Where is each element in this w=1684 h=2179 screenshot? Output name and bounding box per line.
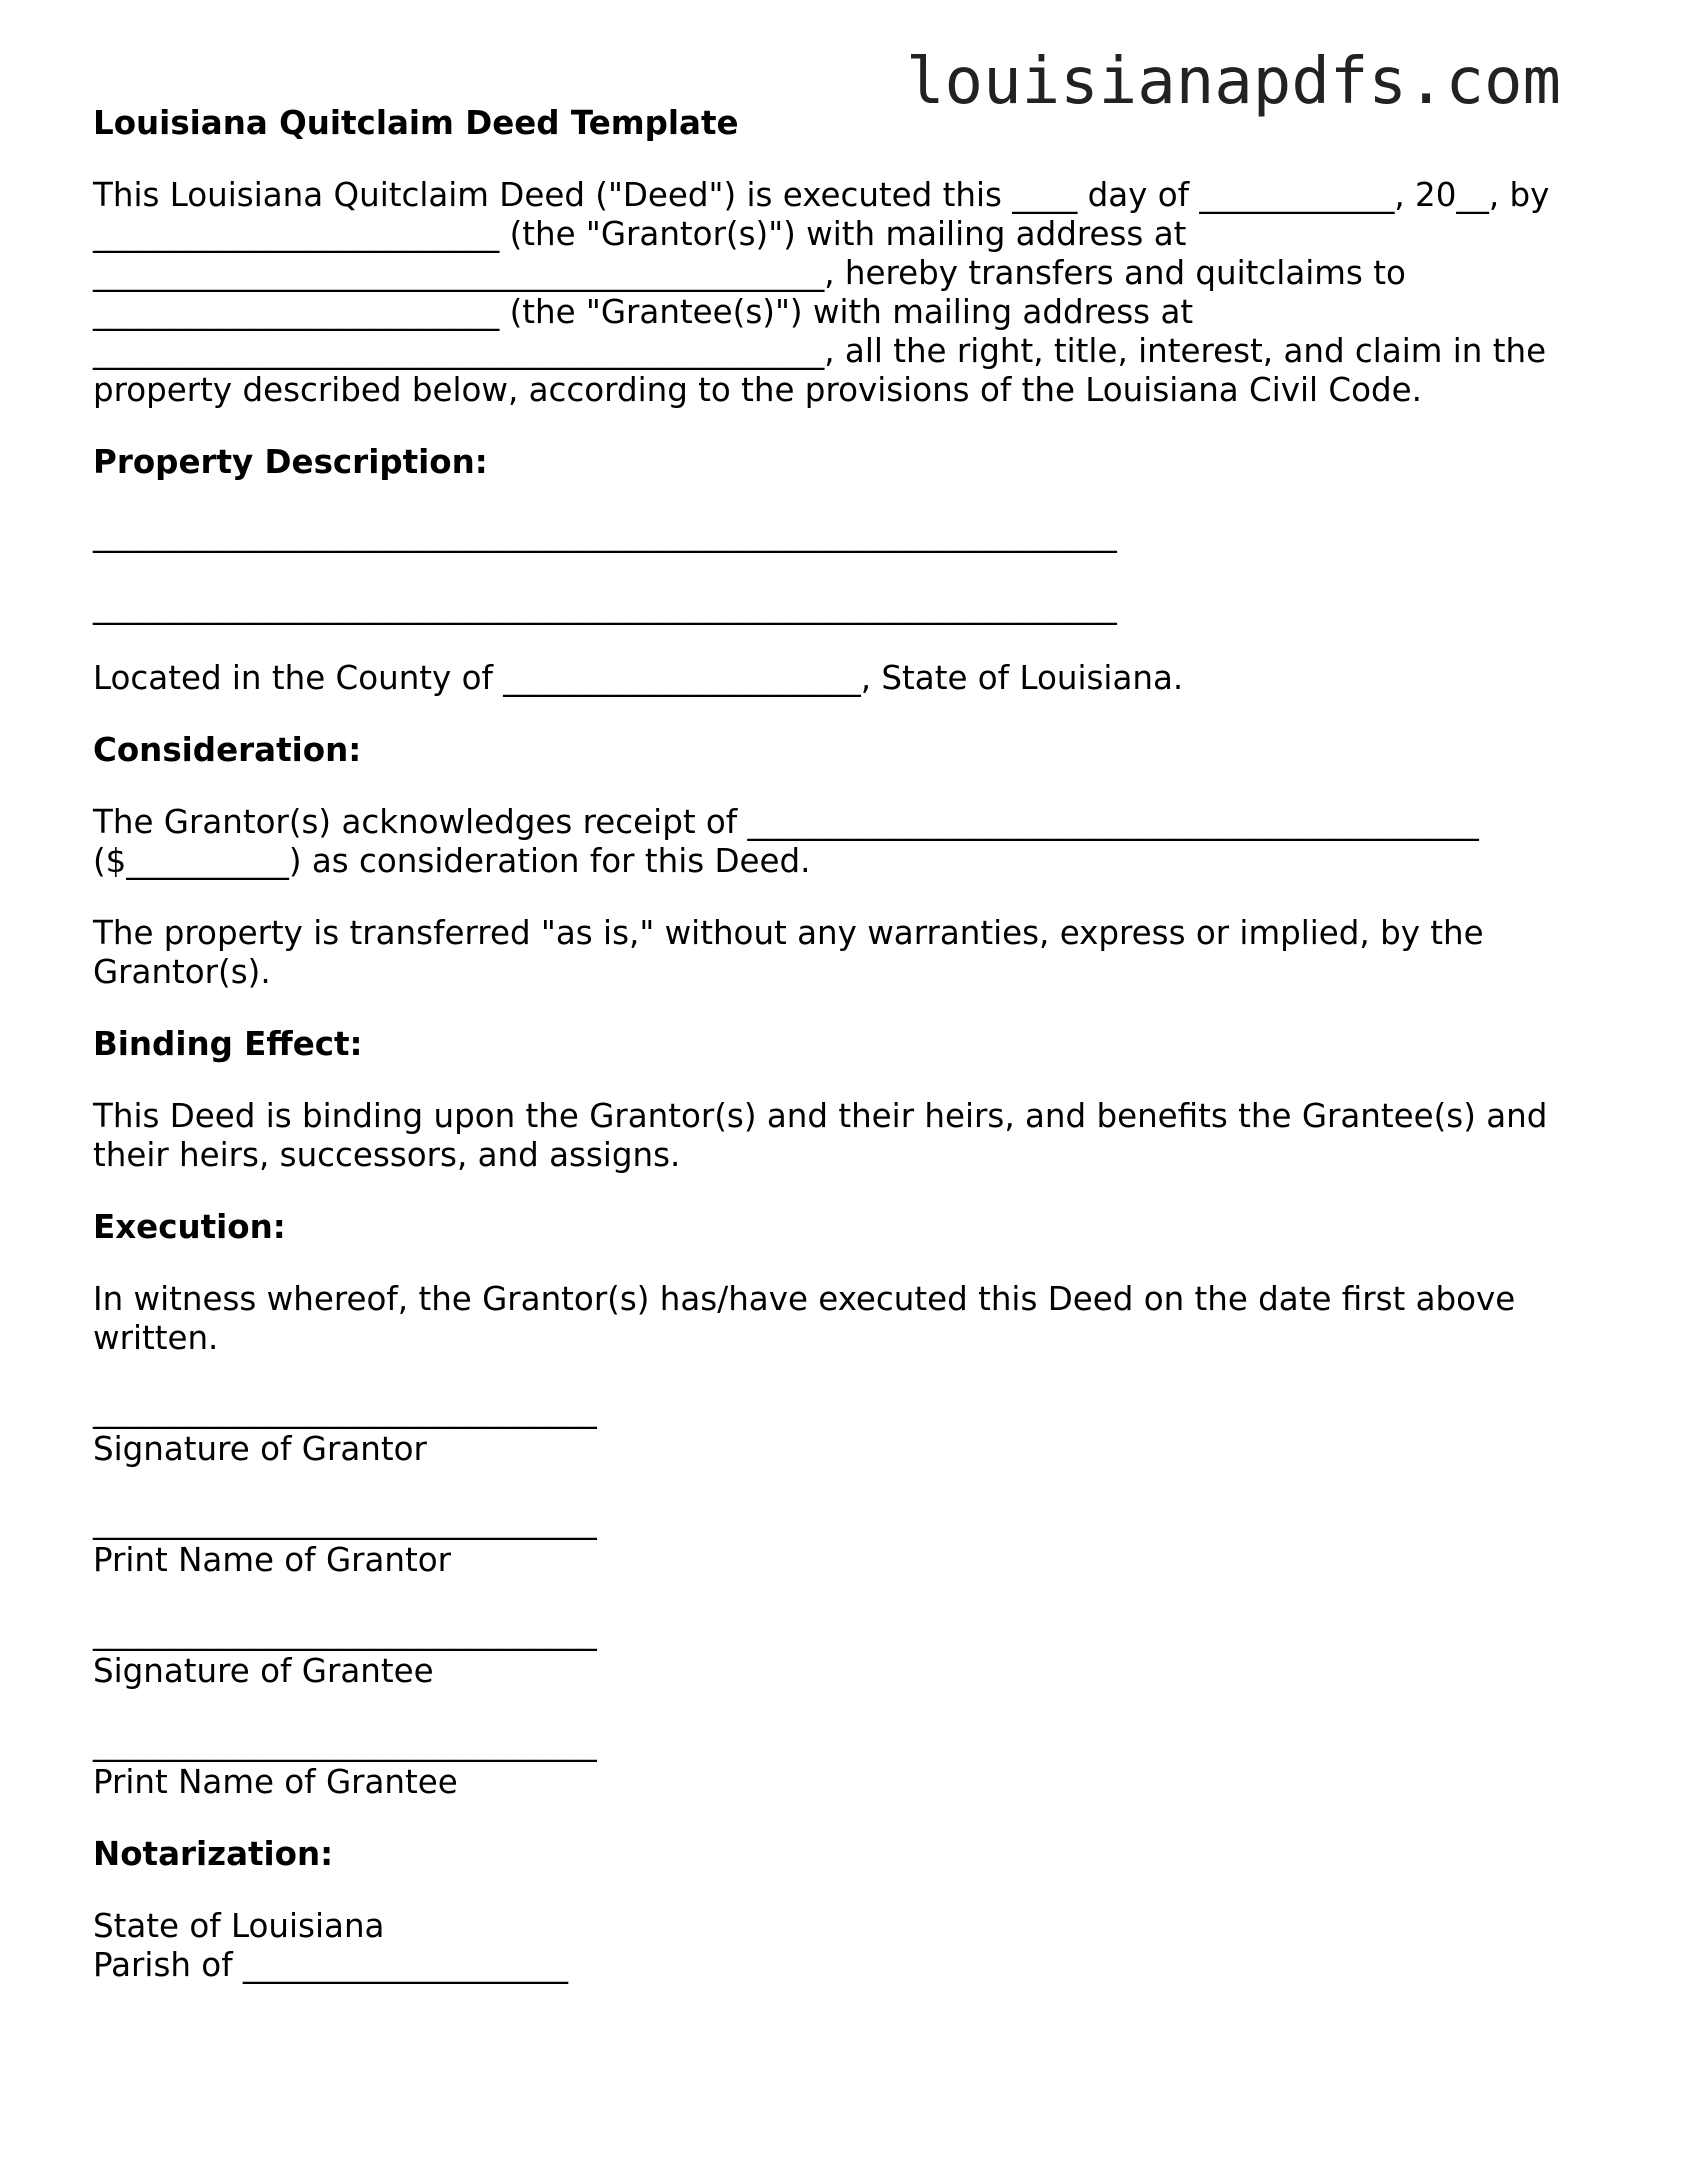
consideration-heading: Consideration: (93, 731, 362, 769)
execution-line-2: written. (93, 1319, 219, 1357)
watermark-logo: louisianapdfs.com (906, 45, 1562, 119)
deed-document (93, 104, 1613, 1985)
signature-label: Print Name of Grantee (93, 1763, 458, 1801)
intro-line-6: property described below, according to the provisions of the Louisiana Civil Code. (93, 371, 1422, 409)
signature-label: Signature of Grantee (93, 1652, 434, 1690)
execution-paragraph (93, 1280, 1613, 1358)
intro-line-4: _________________________ (the "Grantee(s)") with mailing address at (93, 293, 1194, 331)
notary-state: State of Louisiana (93, 1907, 385, 1945)
signature-block-grantor-signature (93, 1391, 1613, 1469)
county-line: Located in the County of ______________________, State of Louisiana. (93, 659, 1184, 697)
intro-paragraph (93, 176, 1613, 410)
intro-line-3: _____________________________________________, hereby transfers and quitclaims to (93, 254, 1406, 292)
binding-line-1: This Deed is binding upon the Grantor(s) and their heirs, and benefits the Grantee(s) and (93, 1097, 1548, 1135)
signature-block-grantee-signature (93, 1613, 1613, 1691)
intro-line-1: This Louisiana Quitclaim Deed ("Deed") is executed this ____ day of ____________, 20__, by (93, 176, 1550, 214)
consideration-line-1: The Grantor(s) acknowledges receipt of _____________________________________________ (93, 803, 1479, 841)
binding-line-2: their heirs, successors, and assigns. (93, 1136, 681, 1174)
notarization-heading: Notarization: (93, 1835, 334, 1873)
binding-paragraph (93, 1097, 1613, 1175)
as-is-paragraph (93, 914, 1613, 992)
property-blank-1: _______________________________________________________________ (93, 515, 1117, 553)
signature-line: _______________________________ (93, 1724, 597, 1762)
as-is-line-2: Grantor(s). (93, 953, 271, 991)
consideration-line-2: ($__________) as consideration for this Deed. (93, 842, 811, 880)
signature-label: Print Name of Grantor (93, 1541, 452, 1579)
intro-line-5: _____________________________________________, all the right, title, interest, and claim in the (93, 332, 1547, 370)
consideration-paragraph (93, 803, 1613, 881)
as-is-line-1: The property is transferred "as is," without any warranties, express or implied, by the (93, 914, 1484, 952)
signature-label: Signature of Grantor (93, 1430, 427, 1468)
binding-heading: Binding Effect: (93, 1025, 363, 1063)
property-blank-2: _______________________________________________________________ (93, 587, 1117, 625)
execution-heading: Execution: (93, 1208, 286, 1246)
signature-block-grantee-name (93, 1724, 1613, 1802)
document-title: Louisiana Quitclaim Deed Template (93, 104, 739, 142)
signature-line: _______________________________ (93, 1502, 597, 1540)
notary-parish: Parish of ____________________ (93, 1946, 568, 1984)
signature-line: _______________________________ (93, 1613, 597, 1651)
property-heading: Property Description: (93, 443, 488, 481)
notarization-block (93, 1907, 1613, 1985)
execution-line-1: In witness whereof, the Grantor(s) has/have executed this Deed on the date first above (93, 1280, 1516, 1318)
signature-block-grantor-name (93, 1502, 1613, 1580)
signature-line: _______________________________ (93, 1391, 597, 1429)
intro-line-2: _________________________ (the "Grantor(s)") with mailing address at (93, 215, 1187, 253)
